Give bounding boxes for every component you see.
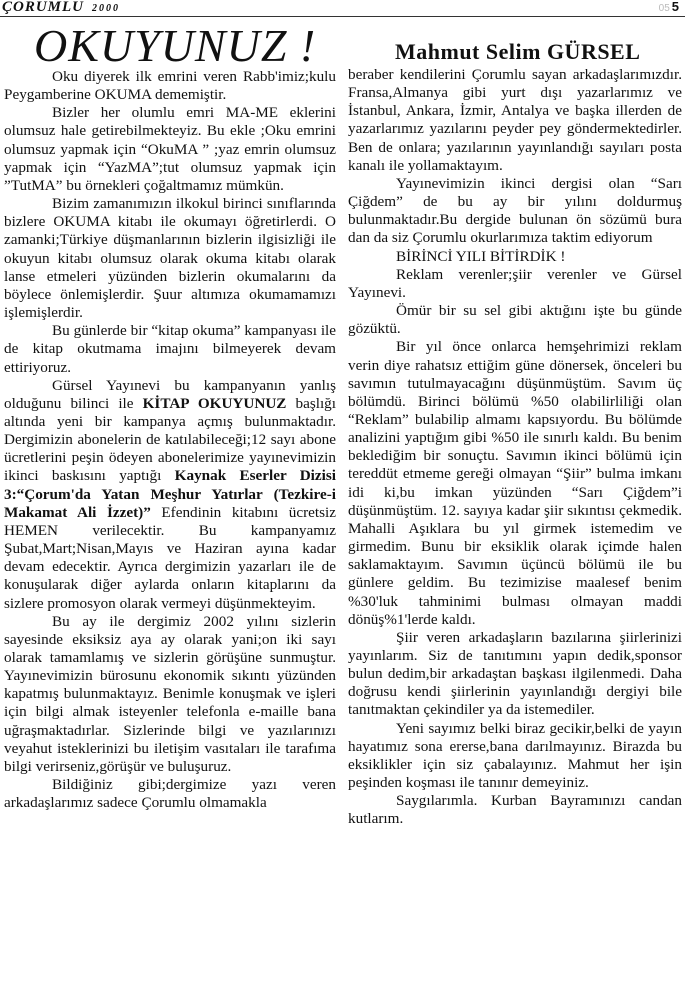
page-number-faint: 05 <box>658 3 670 14</box>
paragraph <box>348 720 682 793</box>
masthead <box>2 0 120 16</box>
paragraph <box>4 104 336 195</box>
text-run: Bildiğiniz gibi;dergimize yazı veren arkadaşlarımız sadece Çorumlu olmamakla <box>4 776 336 812</box>
text-run: Reklam verenler;şiir verenler ve Gürsel Yayınevi. <box>348 265 682 301</box>
paragraph <box>4 68 336 104</box>
paragraph <box>348 338 682 629</box>
text-run: Bizim zamanımızın ilkokul birinci sınıflarında bizlere OKUMA kitabı ile okumayı öğretirlerdi. O zamanki;Türkiye düşmanlarının bizlerin ilgisizliği ile okuyun kitabı olumsuz olarak okuma kitabı olarak lanse etmeleri yüzünden bizlerin okumalarını da böylece önlemişlerdir. Şuur altımıza okumamamızı işlemişlerdir. <box>4 195 336 322</box>
text-run: Ömür bir su sel gibi aktığını işte bu günde gözüktü. <box>348 302 682 338</box>
article-title: OKUYUNUZ ! <box>34 20 317 71</box>
text-run: başlığı altında yeni bir kampanya açmış bulunmaktadır. Dergimizin abonelerin de katılabileceği;12 sayı abone ücretlerini peşin ödeyen abonelerimize yayınevimizin ikinci baskısını yaptığı <box>4 394 336 485</box>
paragraph <box>348 248 682 266</box>
text-run: Bu ay ile dergimiz 2002 yılını sizlerin sayesinde eksiksiz aya ay olarak yani;on iki sayı olarak tamamlamış ve sizlerin görüşüne sunmuştur. Yayınevimizin bürosunu ekonomik sıkıntı yüzünden kapatmış bulunmaktayız. Benimle konuşmak ve işleri için bilgi almak isteyenler telefonla e-maille bana uğraşmaktadırlar. Sizlerinde bilgi ve yazılarınızı veyahut isteklerinizi bu iletişim vasıtaları ile tarafıma bilgi verirseniz,görüşür ve buluşuruz. <box>4 612 336 775</box>
text-run: Bu günlerde bir “kitap okuma” kampanyası ile de kitap okutmama imajını bilmeyerek devam ettiriyoruz. <box>4 322 336 376</box>
text-run: Şiir veren arkadaşların bazılarına şiirlerinizi yayınlarım. Siz de tanıtımını yapın dedik,sponsor bulun dedim,bir arkadaştan başkası ilgilenmedi. Daha doğrusu kendi şiirlerinin yayınlandığı dergiyi bile tanıtmaktan çekindiler ya da istemediler. <box>348 628 682 719</box>
page-number <box>659 0 679 14</box>
paragraph <box>348 792 682 828</box>
bold-text: KİTAP OKUYUNUZ <box>142 394 287 412</box>
left-column <box>4 68 336 1001</box>
text-run: BİRİNCİ YILI BİTİRDİK ! <box>396 247 566 265</box>
article-author: Mahmut Selim GÜRSEL <box>395 39 641 64</box>
masthead-title: ÇORUMLU <box>2 0 85 15</box>
masthead-year: 2000 <box>92 3 121 14</box>
page-number-value: 5 <box>671 0 679 14</box>
paragraph <box>4 322 336 376</box>
text-run: Bizler her olumlu emri MA-ME eklerini olumsuz hale getirebilmekteyiz. Bu ekle ;Oku emrini olumsuz yapmak için “OkuMA ” ;yaz emrin olumsuz yapmak için “YazMA”;tut olumsuz yapmak için ”TutMA” bu örnekleri çoğaltmamız mümkün. <box>4 104 336 194</box>
paragraph <box>4 613 336 776</box>
text-run: Oku diyerek ilk emrini veren Rabb'imiz;kulu Peygamberine OKUMA dememiştir. <box>4 68 336 104</box>
page-header <box>0 0 685 16</box>
text-run: Efendinin kitabını ücretsiz HEMEN verilecektir. Bu kampanyamız Şubat,Mart;Nisan,Mayıs ve Haziran ayına kadar devam edecektir. Ayrıca dergimizin yazarları ile de konuşularak diğer aylarda onların kitaplarını da sizlere promosyon olarak vermeyi düşünmekteyim. <box>4 503 336 612</box>
paragraph <box>348 302 682 338</box>
right-column <box>348 66 682 999</box>
text-run: Saygılarımla. Kurban Bayramınızı candan kutlarım. <box>348 792 682 828</box>
paragraph <box>348 175 682 248</box>
paragraph <box>348 629 682 720</box>
paragraph <box>4 195 336 322</box>
text-run: Yayınevimizin ikinci dergisi olan “Sarı Çiğdem” de bu ay bir yılını doldurmuş bulunmaktadır.Bu dergide bulunan ön sözümü bura dan da siz Çorumlu okurlarımıza taktim ediyorum <box>348 174 682 247</box>
bold-text: Kaynak Eserler Dizisi 3:“Çorum'da Yatan Meşhur Yatırlar (Tezkire-i Makamat Ali İzzet)” <box>4 467 336 521</box>
paragraph <box>4 377 336 613</box>
paragraph <box>348 266 682 302</box>
paragraph <box>4 776 336 812</box>
text-run: Bir yıl önce onlarca hemşehrimizi reklam verin diye rahatsız ettiğim güne dönersek, önceleri bu savımın tutulmayacağını düşünmüştüm. Savım üç bölümdü. Birinci bölümü %50 olabilirliliği olan “Reklam” bulabilip almamı kapsıyordu. Bu bölümde analizini yaptığım gibi %50 ile sınırlı kaldı. Bu benim beklediğim bir sonuçtu. Savımın ikinci bölümü için tereddüt etmeme gereği olmayan “Şiir” bulma imkanı idi ki,bu imkan yüzünden “Sarı Çiğdem”i düşünmüştüm. 12. sayıya kadar şiir sıkıntısı çekmedik. Mahalli Aşıklara bu yıl girmek istemedim ve girmedim. Bunu bir eksiklik olarak içimde halen saklamaktayım. Savımın üçüncü bölümü ile bu günlere geldim. Bu tezimizise maalesef benim %30'luk tahminimi bulması olmayan maddi dönüş%1'lerde kaldı. <box>348 338 682 628</box>
text-run: beraber kendilerini Çorumlu sayan arkadaşlarımızdır. Fransa,Almanya gibi yurt dışı yazarlarımız ve İstanbul, Ankara, İzmir, Antalya ve başka illerden de yazarlarımız yazılarını peyder pey göndermektedirler. Ben de onlara; yazılarının yayınlandığı sayıları posta kanalı ile yollamaktayım. <box>348 66 682 174</box>
text-run: Yeni sayımız belki biraz gecikir,belki de yayın hayatımız sona ererse,bana darılmayınız. Birazda bu eksiklikler için siz çabalayınız. Mahmut her işin peşinden koşması ile tanınır demeyiniz. <box>348 719 682 792</box>
paragraph <box>348 66 682 175</box>
text-run: Gürsel Yayınevi bu kampanyanın yanlış olduğunu bilinci ile <box>4 376 336 412</box>
